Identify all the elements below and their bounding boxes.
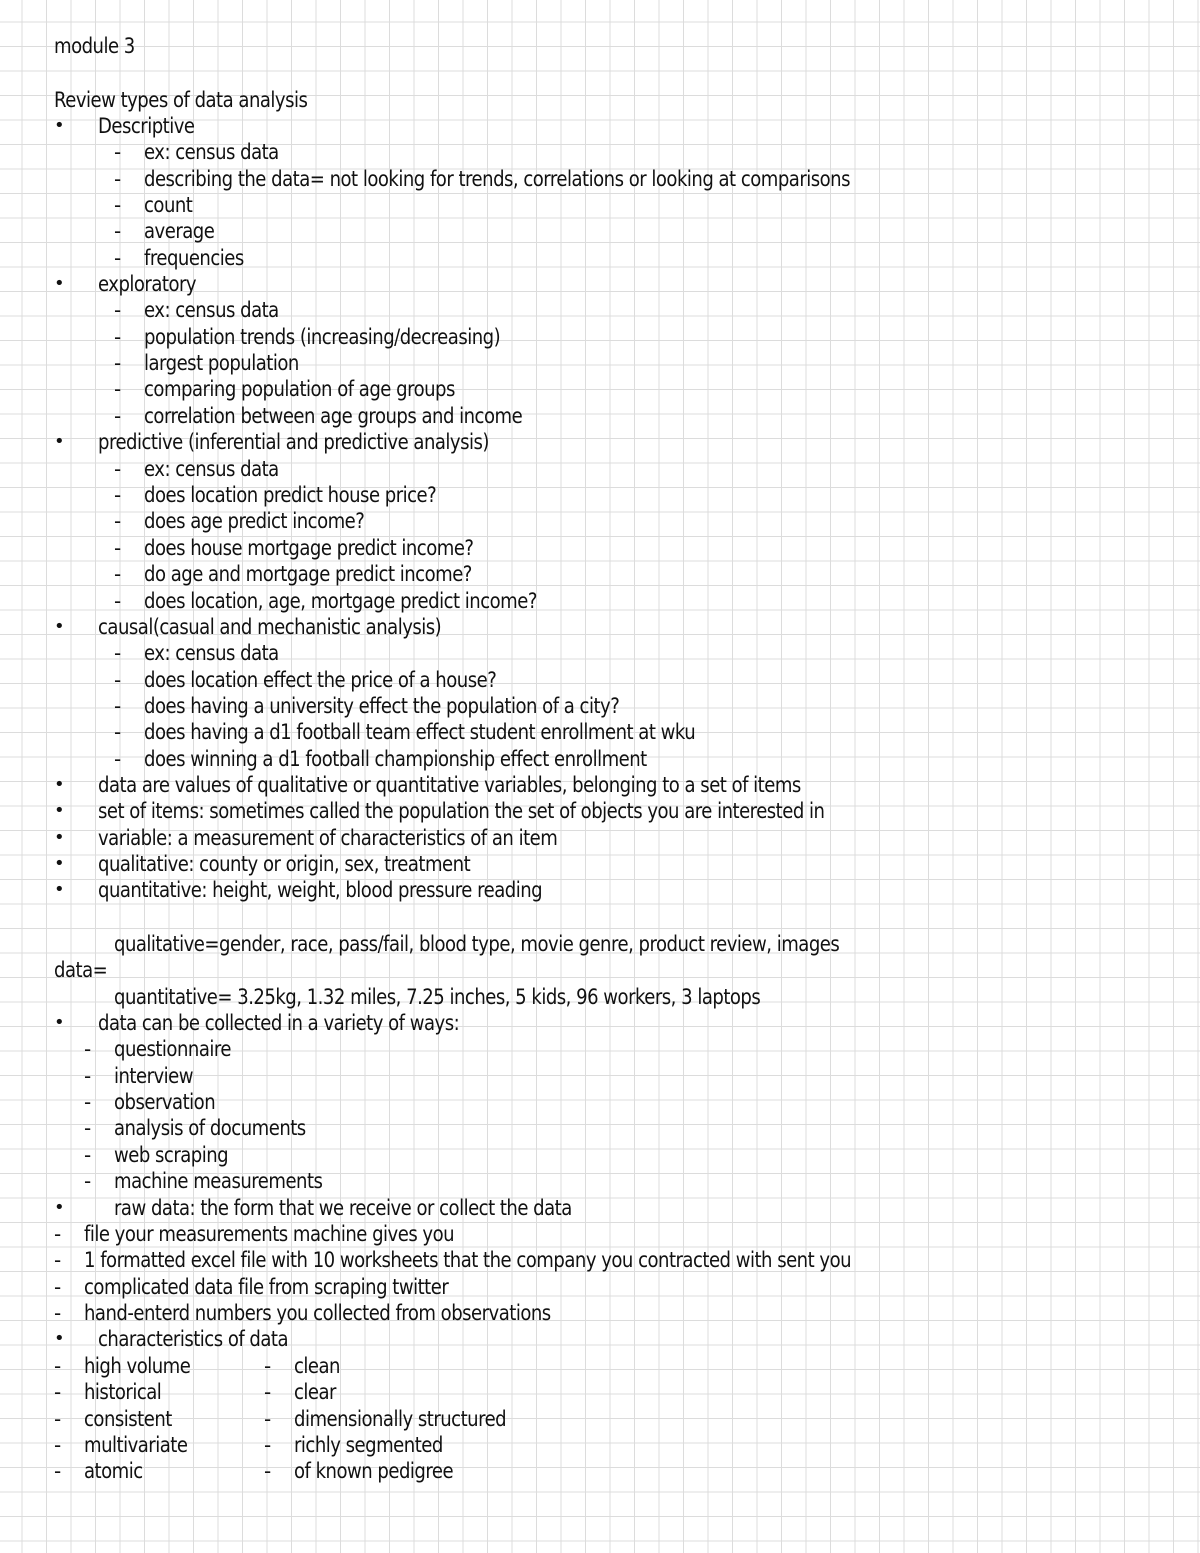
- dash-marker: -: [114, 589, 122, 613]
- dash-marker: -: [114, 246, 122, 270]
- characteristic-right: clean: [294, 1354, 340, 1378]
- bullet-marker: •: [54, 879, 65, 900]
- list-item: observation: [114, 1090, 216, 1114]
- list-item: describing the data= not looking for trends, correlations or looking at comparisons: [144, 167, 851, 191]
- list-item: count: [144, 193, 193, 217]
- analysis-type-label: exploratory: [98, 272, 197, 296]
- list-item: does age predict income?: [144, 509, 365, 533]
- dash-marker: -: [54, 1407, 62, 1431]
- list-item: machine measurements: [114, 1169, 323, 1193]
- dash-marker: -: [264, 1433, 272, 1457]
- dash-marker: -: [84, 1064, 92, 1088]
- bullet-marker: •: [54, 1012, 65, 1033]
- list-item: does winning a d1 football championship effect enrollment: [144, 747, 647, 771]
- dash-marker: -: [264, 1380, 272, 1404]
- list-item: ex: census data: [144, 140, 279, 164]
- dash-marker: -: [264, 1354, 272, 1378]
- list-item: frequencies: [144, 246, 244, 270]
- dash-marker: -: [114, 509, 122, 533]
- list-item: interview: [114, 1064, 194, 1088]
- dash-marker: -: [114, 140, 122, 164]
- data-equals-label: data=: [54, 958, 108, 982]
- characteristic-left: high volume: [84, 1354, 191, 1378]
- list-item: 1 formatted excel file with 10 worksheets that the company you contracted with sent you: [84, 1248, 852, 1272]
- bullet-marker: •: [54, 827, 65, 848]
- dash-marker: -: [54, 1433, 62, 1457]
- bullet-marker: •: [54, 273, 65, 294]
- characteristic-right: richly segmented: [294, 1433, 443, 1457]
- characteristic-left: atomic: [84, 1459, 143, 1483]
- dash-marker: -: [114, 325, 122, 349]
- collection-label: data can be collected in a variety of ways:: [98, 1011, 460, 1035]
- dash-marker: -: [114, 562, 122, 586]
- dash-marker: -: [114, 668, 122, 692]
- dash-marker: -: [114, 219, 122, 243]
- list-item: ex: census data: [144, 457, 279, 481]
- dash-marker: -: [84, 1116, 92, 1140]
- list-item: ex: census data: [144, 298, 279, 322]
- dash-marker: -: [54, 1354, 62, 1378]
- definition-item: set of items: sometimes called the population the set of objects you are interested in: [98, 799, 825, 823]
- dash-marker: -: [114, 536, 122, 560]
- qualitative-examples: qualitative=gender, race, pass/fail, blood type, movie genre, product review, images: [114, 932, 840, 956]
- raw-data-label: raw data: the form that we receive or collect the data: [114, 1196, 572, 1220]
- characteristic-right: of known pedigree: [294, 1459, 454, 1483]
- definition-item: variable: a measurement of characteristics of an item: [98, 826, 558, 850]
- dash-marker: -: [84, 1143, 92, 1167]
- section-heading: Review types of data analysis: [54, 88, 308, 112]
- analysis-type-label: Descriptive: [98, 114, 195, 138]
- definition-item: data are values of qualitative or quantitative variables, belonging to a set of items: [98, 773, 801, 797]
- bullet-marker: •: [54, 1197, 65, 1218]
- dash-marker: -: [264, 1407, 272, 1431]
- dash-marker: -: [54, 1459, 62, 1483]
- dash-marker: -: [84, 1090, 92, 1114]
- dash-marker: -: [54, 1222, 62, 1246]
- list-item: does location, age, mortgage predict income?: [144, 589, 537, 613]
- dash-marker: -: [54, 1301, 62, 1325]
- list-item: does location predict house price?: [144, 483, 437, 507]
- list-item: hand-enterd numbers you collected from observations: [84, 1301, 551, 1325]
- characteristic-left: consistent: [84, 1407, 172, 1431]
- dash-marker: -: [114, 641, 122, 665]
- analysis-type-label: predictive (inferential and predictive analysis): [98, 430, 489, 454]
- dash-marker: -: [114, 351, 122, 375]
- dash-marker: -: [114, 694, 122, 718]
- characteristic-right: clear: [294, 1380, 336, 1404]
- bullet-marker: •: [54, 431, 65, 452]
- list-item: complicated data file from scraping twitter: [84, 1275, 449, 1299]
- list-item: correlation between age groups and income: [144, 404, 523, 428]
- list-item: web scraping: [114, 1143, 229, 1167]
- bullet-marker: •: [54, 774, 65, 795]
- list-item: largest population: [144, 351, 299, 375]
- dash-marker: -: [264, 1459, 272, 1483]
- dash-marker: -: [114, 404, 122, 428]
- list-item: comparing population of age groups: [144, 377, 455, 401]
- list-item: does having a university effect the population of a city?: [144, 694, 620, 718]
- dash-marker: -: [84, 1037, 92, 1061]
- page-title: module 3: [54, 34, 135, 58]
- dash-marker: -: [84, 1169, 92, 1193]
- characteristic-right: dimensionally structured: [294, 1407, 507, 1431]
- list-item: do age and mortgage predict income?: [144, 562, 472, 586]
- list-item: analysis of documents: [114, 1116, 306, 1140]
- list-item: questionnaire: [114, 1037, 232, 1061]
- characteristics-label: characteristics of data: [98, 1327, 289, 1351]
- characteristic-left: multivariate: [84, 1433, 188, 1457]
- list-item: does location effect the price of a house?: [144, 668, 497, 692]
- characteristic-left: historical: [84, 1380, 162, 1404]
- dash-marker: -: [114, 457, 122, 481]
- bullet-marker: •: [54, 1328, 65, 1349]
- definition-item: qualitative: county or origin, sex, treatment: [98, 852, 471, 876]
- analysis-type-label: causal(casual and mechanistic analysis): [98, 615, 442, 639]
- bullet-marker: •: [54, 115, 65, 136]
- dash-marker: -: [54, 1380, 62, 1404]
- bullet-marker: •: [54, 853, 65, 874]
- list-item: does having a d1 football team effect student enrollment at wku: [144, 720, 696, 744]
- bullet-marker: •: [54, 616, 65, 637]
- dash-marker: -: [54, 1248, 62, 1272]
- bullet-marker: •: [54, 800, 65, 821]
- dash-marker: -: [114, 377, 122, 401]
- dash-marker: -: [114, 167, 122, 191]
- dash-marker: -: [114, 298, 122, 322]
- list-item: average: [144, 219, 215, 243]
- dash-marker: -: [114, 483, 122, 507]
- dash-marker: -: [114, 193, 122, 217]
- quantitative-examples: quantitative= 3.25kg, 1.32 miles, 7.25 inches, 5 kids, 96 workers, 3 laptops: [114, 985, 761, 1009]
- dash-marker: -: [114, 720, 122, 744]
- dash-marker: -: [114, 747, 122, 771]
- list-item: ex: census data: [144, 641, 279, 665]
- definition-item: quantitative: height, weight, blood pressure reading: [98, 878, 543, 902]
- list-item: population trends (increasing/decreasing): [144, 325, 501, 349]
- list-item: file your measurements machine gives you: [84, 1222, 455, 1246]
- list-item: does house mortgage predict income?: [144, 536, 474, 560]
- dash-marker: -: [54, 1275, 62, 1299]
